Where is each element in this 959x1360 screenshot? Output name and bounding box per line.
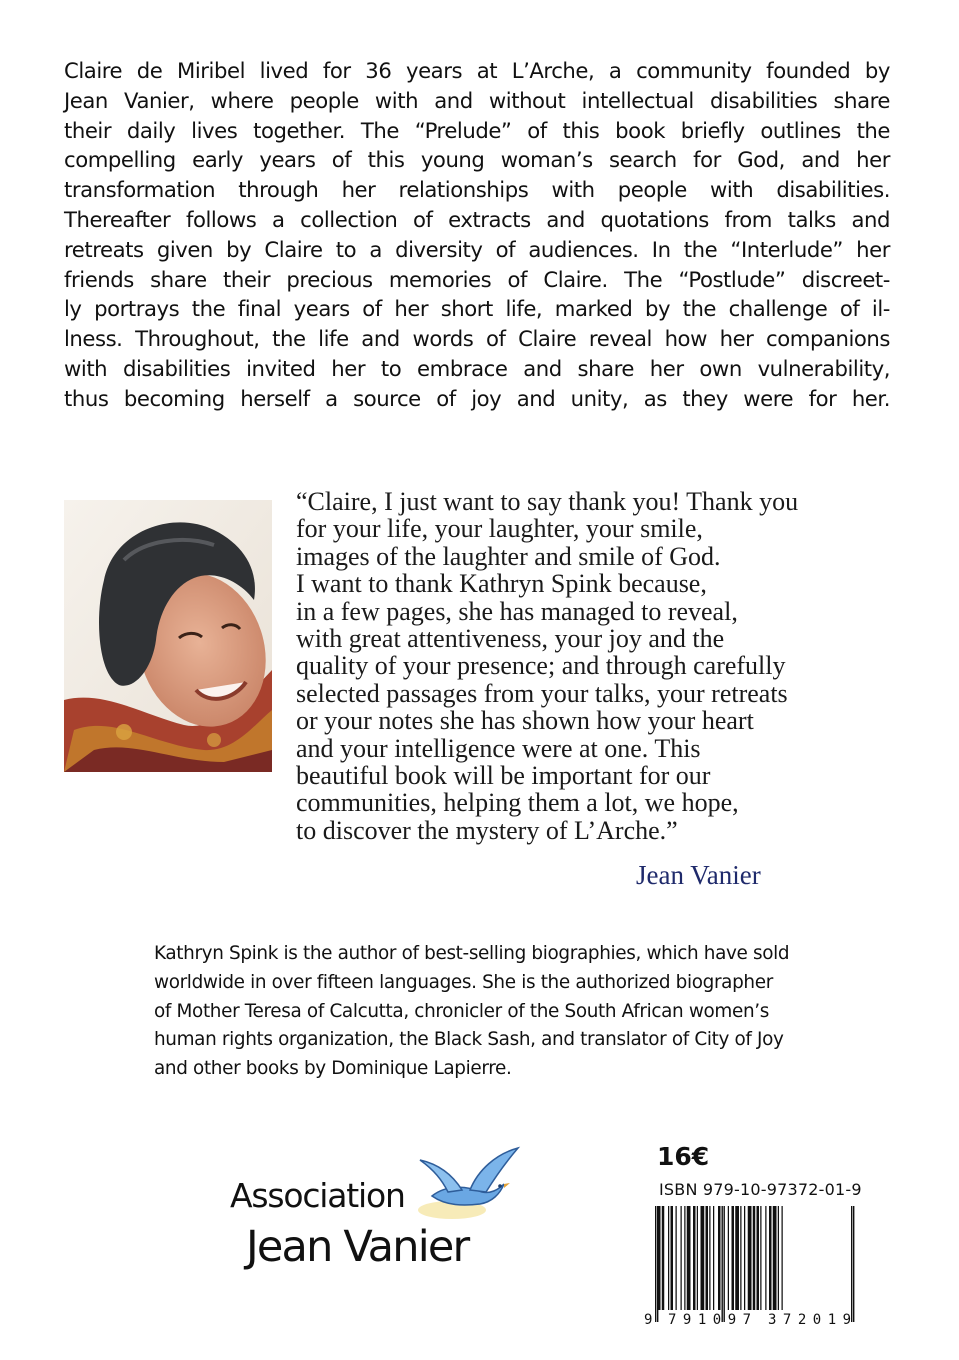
endorsement-quote bbox=[296, 488, 896, 844]
quote-line: in a few pages, she has managed to reveal, bbox=[296, 596, 738, 626]
blurb-line: Thereafter follows a collection of extracts and quotations from talks and bbox=[64, 206, 890, 232]
bio-line: human rights organization, the Black Sash, and translator of City of Joy bbox=[154, 1029, 784, 1051]
bio-line: Kathryn Spink is the author of best-selling biographies, which have sold bbox=[154, 943, 790, 964]
blurb-line: with disabilities invited her to embrace and share her own vulnerability, bbox=[64, 355, 890, 381]
isbn-label: ISBN 979-10-97372-01-9 bbox=[659, 1180, 862, 1199]
quote-line: quality of your presence; and through carefully bbox=[296, 651, 786, 681]
barcode-first-digit: 9 bbox=[644, 1312, 659, 1328]
blurb-line: thus becoming herself a source of joy and unity, as they were for her. bbox=[64, 385, 890, 411]
quote-line: selected passages from your talks, your retreats bbox=[296, 678, 788, 708]
quote-line: I want to thank Kathryn Spink because, bbox=[296, 569, 707, 599]
quote-author: Jean Vanier bbox=[636, 860, 761, 890]
blurb-line: Claire de Miribel lived for 36 years at L’Arche, a community founded by bbox=[64, 58, 890, 83]
author-bio bbox=[154, 940, 834, 1084]
bio-line: and other books by Dominique Lapierre. bbox=[154, 1058, 512, 1080]
dove-icon bbox=[412, 1144, 522, 1224]
blurb-line: transformation through her relationships with people with disabilities. bbox=[64, 177, 890, 203]
quote-line: communities, helping them a lot, we hope, bbox=[296, 788, 739, 818]
bio-line: worldwide in over fifteen languages. She is the authorized biographer bbox=[154, 971, 773, 993]
blurb-line: lness. Throughout, the life and words of Claire reveal how her companions bbox=[64, 326, 890, 352]
blurb-line: their daily lives together. The “Prelude” of this book briefly outlines the bbox=[64, 117, 890, 143]
price-label: 16€ bbox=[657, 1142, 710, 1171]
barcode-left-group: 791097 bbox=[668, 1312, 758, 1328]
isbn-barcode bbox=[644, 1206, 866, 1328]
bio-line: of Mother Teresa of Calcutta, chronicler of the South African women’s bbox=[154, 1000, 769, 1022]
quote-line: for your life, your laughter, your smile, bbox=[296, 514, 703, 544]
quote-line: with great attentiveness, your joy and the bbox=[296, 624, 725, 654]
blurb-line: retreats given by Claire to a diversity of audiences. In the “Interlude” her bbox=[64, 236, 890, 262]
quote-line: or your notes she has shown how your heart bbox=[296, 706, 754, 736]
quote-line: and your intelligence were at one. This bbox=[296, 733, 701, 763]
quote-line: “Claire, I just want to say thank you! Thank you bbox=[296, 487, 799, 516]
blurb-line: friends share their precious memories of Claire. The “Postlude” discreet- bbox=[64, 266, 890, 292]
logo-text-association: Association bbox=[230, 1176, 405, 1215]
blurb-line: ly portrays the final years of her short life, marked by the challenge of il- bbox=[64, 296, 890, 322]
quote-line: to discover the mystery of L’Arche.” bbox=[296, 815, 678, 845]
blurb-line: compelling early years of this young woman’s search for God, and her bbox=[64, 147, 890, 173]
logo-text-jean-vanier: Jean Vanier bbox=[246, 1222, 469, 1272]
quote-line: images of the laughter and smile of God. bbox=[296, 541, 721, 571]
back-cover-blurb bbox=[64, 56, 890, 414]
barcode-right-group: 372019 bbox=[768, 1312, 858, 1328]
quote-line: beautiful book will be important for our bbox=[296, 761, 711, 791]
author-portrait-photo bbox=[64, 500, 272, 772]
publisher-logo bbox=[226, 1144, 526, 1274]
blurb-line: Jean Vanier, where people with and without intellectual disabilities share bbox=[64, 87, 890, 113]
